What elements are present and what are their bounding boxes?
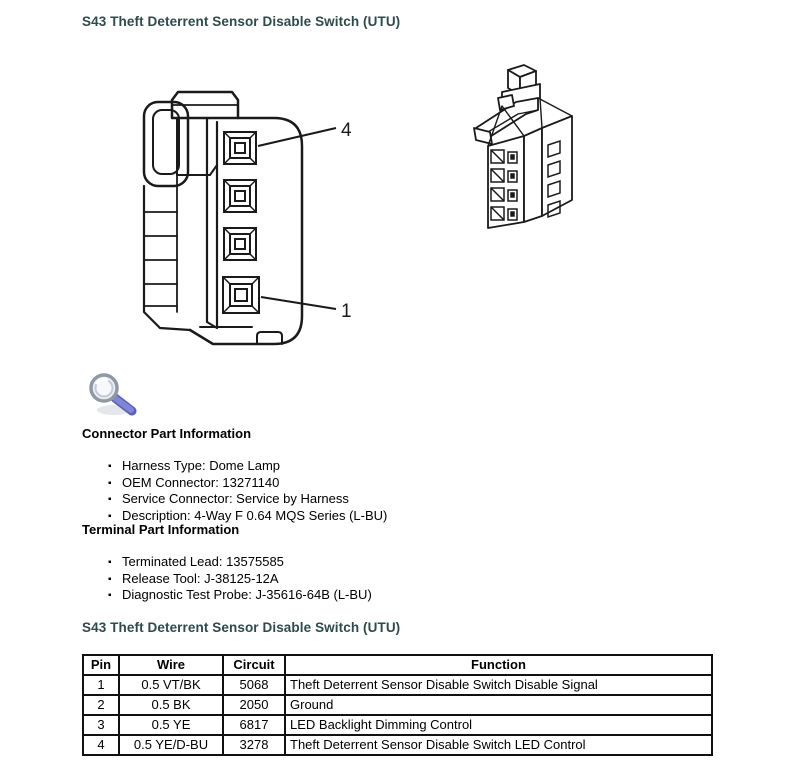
list-item — [108, 491, 387, 508]
bullet-icon: ▪ — [108, 494, 112, 505]
bullet-icon: ▪ — [108, 477, 112, 489]
table-header-row — [83, 655, 712, 675]
cell-pin: 4 — [83, 735, 119, 755]
pinout-table — [82, 654, 713, 756]
bullet-icon: ▪ — [108, 461, 112, 472]
cell-wire: 0.5 BK — [119, 695, 223, 715]
list-item-text: Description: 4-Way F 0.64 MQS Series (L-BU) — [122, 507, 388, 523]
cell-circuit: 2050 — [223, 695, 285, 715]
bullet-icon: ▪ — [108, 557, 112, 568]
cell-circuit: 6817 — [223, 715, 285, 735]
magnifier-icon[interactable] — [84, 372, 144, 420]
list-item-text: OEM Connector: 13271140 — [122, 474, 280, 490]
connector-3d-view-diagram — [468, 58, 598, 248]
connector-side-view-diagram — [130, 72, 490, 362]
column-header-circuit: Circuit — [223, 655, 285, 675]
bullet-icon: ▪ — [108, 573, 112, 585]
list-item-text: Diagnostic Test Probe: J-35616-64B (L-BU) — [122, 587, 372, 602]
list-item — [108, 571, 372, 588]
table-row — [83, 735, 712, 755]
list-item — [108, 554, 372, 571]
pin-1-callout-label: 1 — [341, 301, 352, 322]
page-title: S43 Theft Deterrent Sensor Disable Switch (UTU) — [82, 14, 401, 29]
cell-pin: 2 — [83, 695, 119, 715]
table-row — [83, 715, 712, 735]
list-item — [108, 458, 387, 475]
pin-4-callout-label: 4 — [341, 120, 352, 141]
column-header-wire: Wire — [119, 655, 223, 675]
cell-function: LED Backlight Dimming Control — [285, 715, 712, 735]
terminal-part-information-list — [108, 554, 372, 604]
cell-circuit: 5068 — [223, 675, 285, 695]
connector-part-information-list — [108, 458, 387, 524]
terminal-part-information-heading: Terminal Part Information — [82, 522, 240, 537]
column-header-pin: Pin — [83, 655, 119, 675]
pinout-table-title: S43 Theft Deterrent Sensor Disable Switch (UTU) — [82, 620, 401, 635]
list-item — [108, 587, 372, 604]
cell-function: Theft Deterrent Sensor Disable Switch Disable Signal — [285, 675, 712, 695]
cell-function: Ground — [285, 695, 712, 715]
list-item-text: Service Connector: Service by Harness — [122, 491, 349, 506]
cell-function: Theft Deterrent Sensor Disable Switch LED Control — [285, 735, 712, 755]
list-item-text: Terminated Lead: 13575585 — [122, 554, 284, 569]
list-item — [108, 475, 387, 492]
connector-part-information-heading: Connector Part Information — [82, 426, 252, 441]
bullet-icon: ▪ — [108, 590, 112, 601]
cell-circuit: 3278 — [223, 735, 285, 755]
column-header-function: Function — [285, 655, 712, 675]
cell-pin: 3 — [83, 715, 119, 735]
cell-wire: 0.5 YE/D-BU — [119, 735, 223, 755]
list-item-text: Harness Type: Dome Lamp — [122, 458, 280, 473]
terminal-cavities — [223, 132, 259, 313]
cell-wire: 0.5 VT/BK — [119, 675, 223, 695]
table-row — [83, 675, 712, 695]
cell-wire: 0.5 YE — [119, 715, 223, 735]
list-item-text: Release Tool: J-38125-12A — [122, 570, 279, 586]
table-row — [83, 695, 712, 715]
pin-callout-leader-lines — [258, 128, 336, 309]
cell-pin: 1 — [83, 675, 119, 695]
bullet-icon: ▪ — [108, 510, 112, 522]
